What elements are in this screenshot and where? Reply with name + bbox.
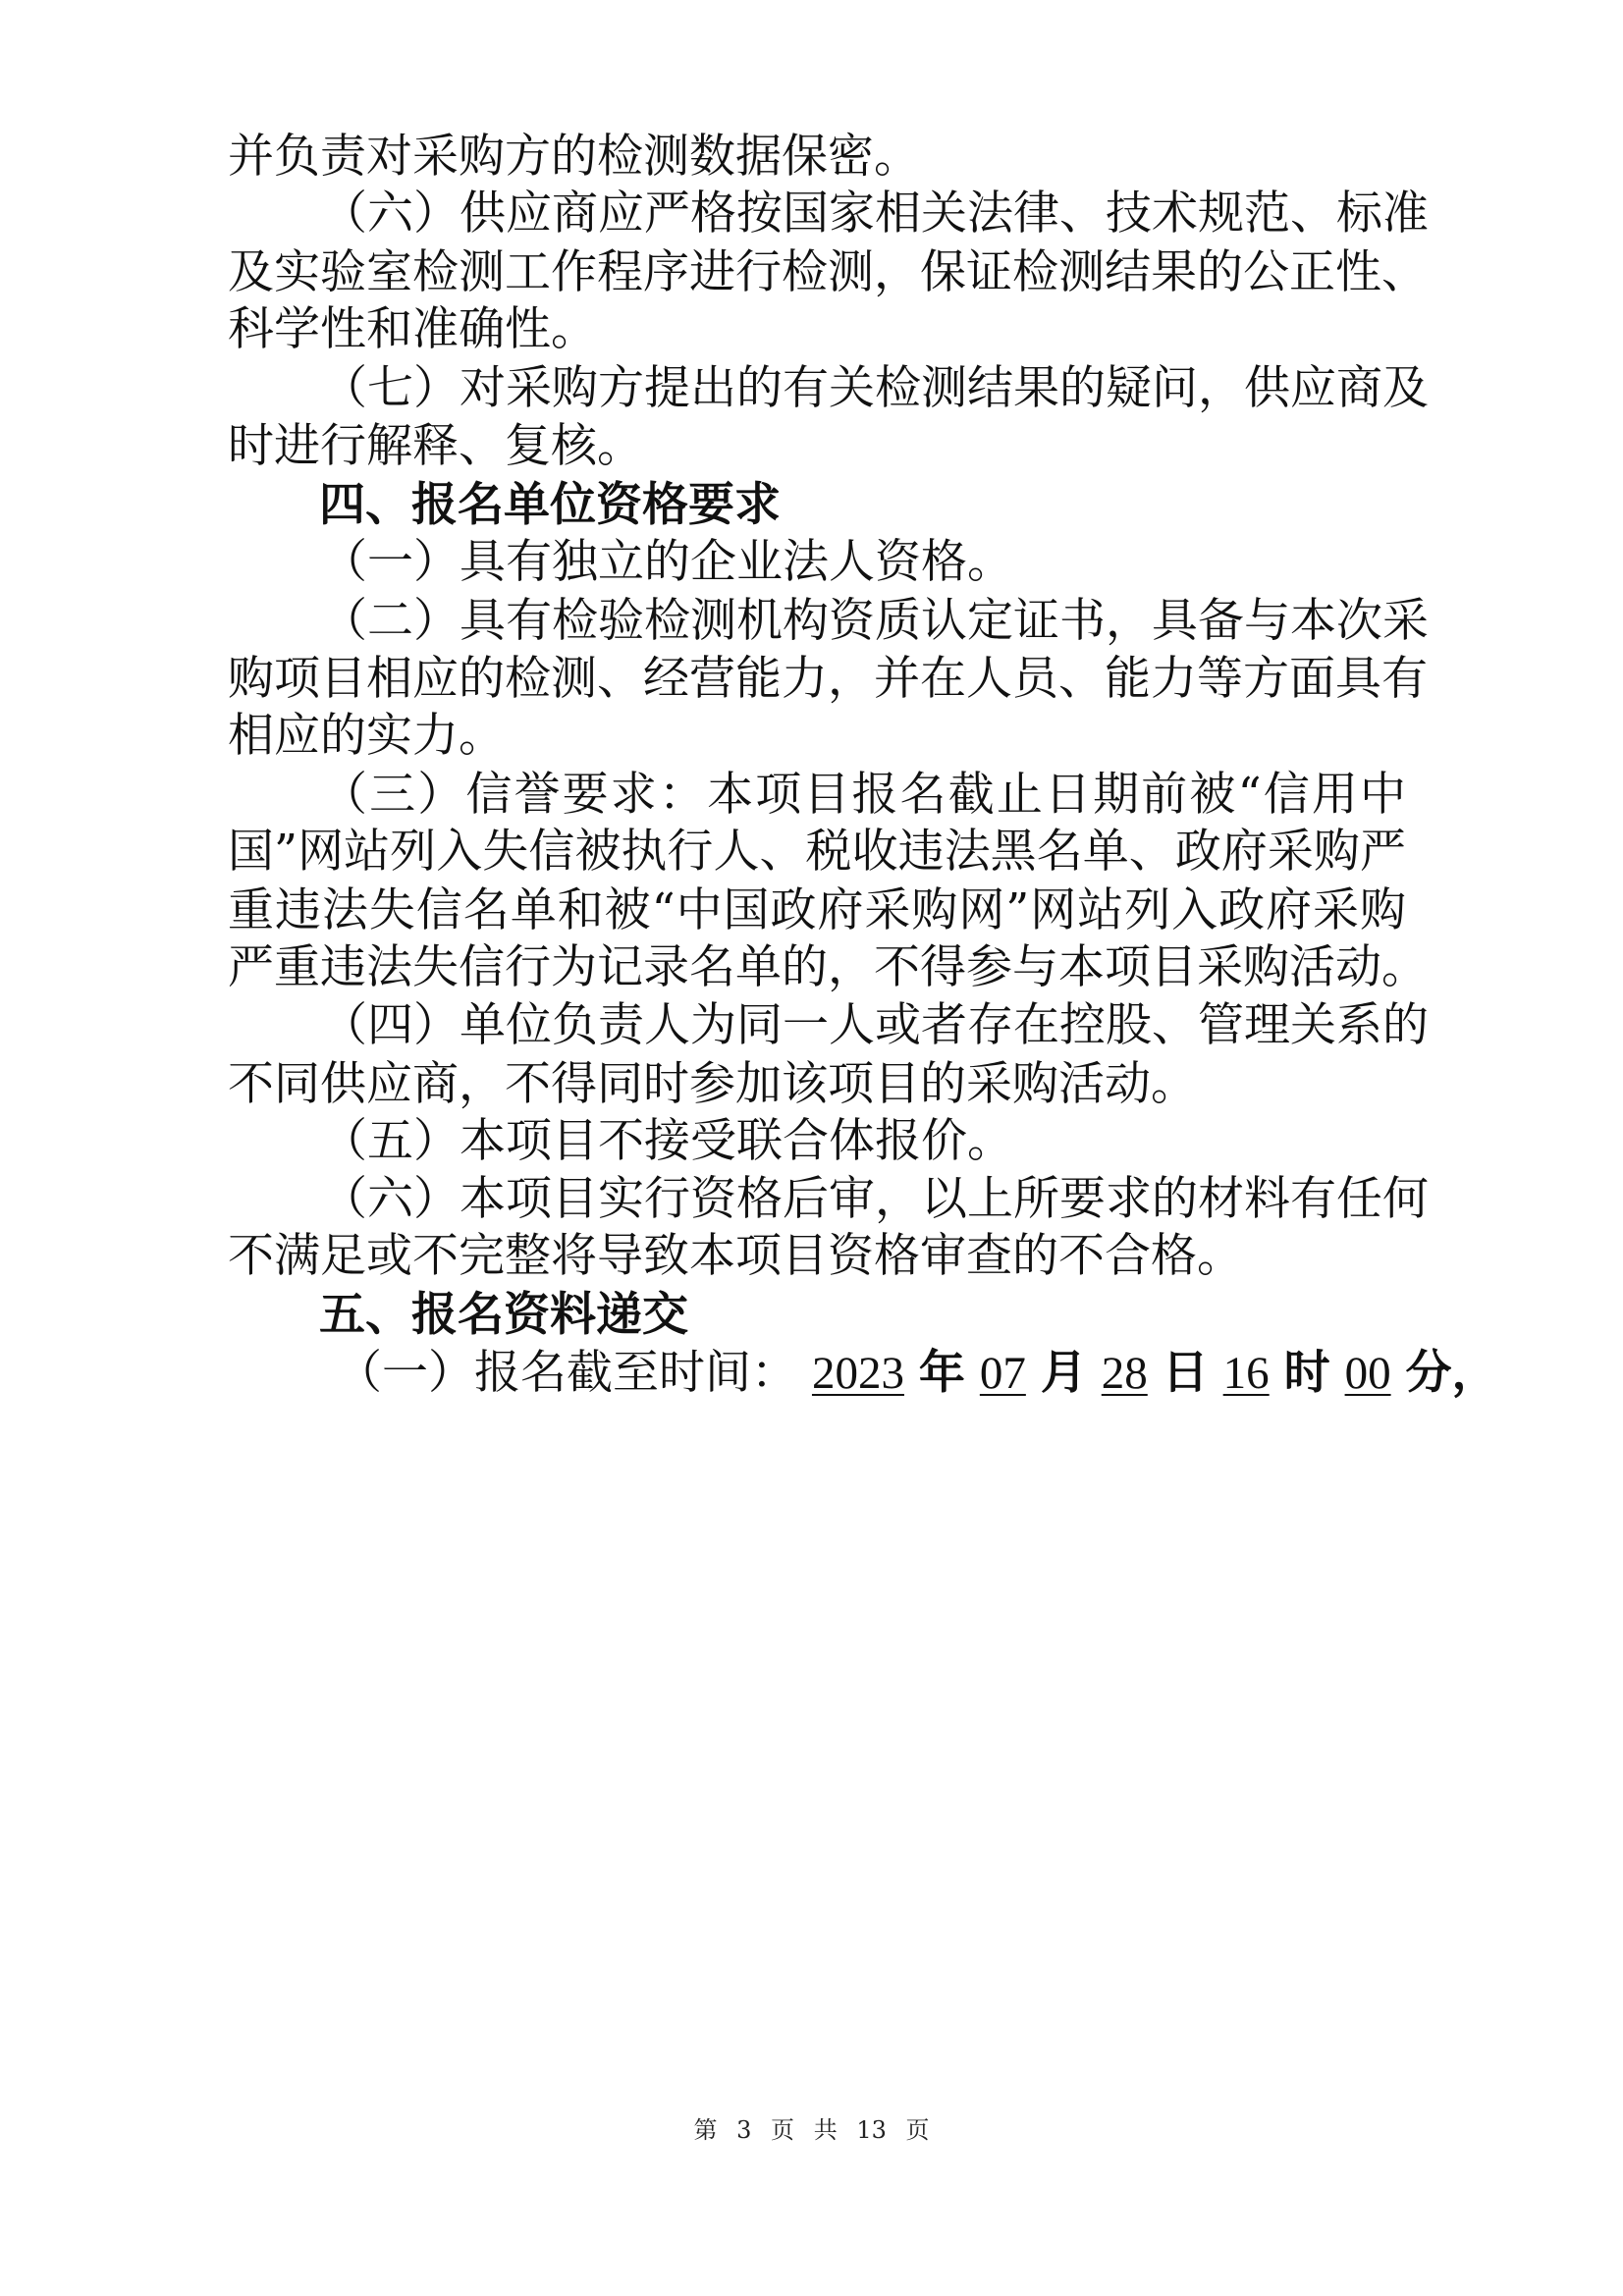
deadline-prefix: （一）报名截至时间：: [336, 1346, 797, 1400]
paragraph-line: 时进行解释、复核。: [228, 419, 643, 473]
footer-label: 共: [813, 2116, 838, 2144]
paragraph-line: 并负责对采购方的检测数据保密。: [228, 130, 920, 184]
section-heading: 四、报名单位资格要求: [319, 478, 781, 532]
deadline-minute-unit: 分，: [1405, 1346, 1498, 1400]
current-page-number: 3: [736, 2116, 752, 2144]
list-item-line: （四）单位负责人为同一人或者存在控股、管理关系的: [321, 998, 1429, 1052]
list-item-line: （一）具有独立的企业法人资格。: [321, 535, 1013, 589]
section-heading: 五、报名资料递交: [319, 1288, 688, 1342]
deadline-hour-unit: 时: [1283, 1346, 1330, 1400]
deadline-year: 2023: [811, 1348, 904, 1399]
list-item-line: 购项目相应的检测、经营能力，并在人员、能力等方面具有: [228, 652, 1428, 706]
paragraph-line: （七）对采购方提出的有关检测结果的疑问，供应商及: [321, 361, 1429, 415]
deadline-year-unit: 年: [918, 1346, 965, 1400]
list-item-line: 严重违法失信行为记录名单的，不得参与本项目采购活动。: [228, 940, 1428, 994]
list-item-line: （六）本项目实行资格后审，以上所要求的材料有任何: [321, 1172, 1429, 1226]
total-page-count: 13: [856, 2116, 887, 2144]
deadline-month: 07: [979, 1348, 1026, 1399]
paragraph-line: 科学性和准确性。: [228, 302, 597, 356]
footer-label: 页: [771, 2116, 795, 2144]
list-item-line: （三）信誉要求：本项目报名截止日期前被“信用中: [321, 768, 1406, 822]
paragraph-line: 及实验室检测工作程序进行检测，保证检测结果的公正性、: [228, 245, 1428, 299]
list-item-line: （二）具有检验检测机构资质认定证书，具备与本次采: [321, 594, 1429, 648]
deadline-hour: 16: [1222, 1348, 1270, 1399]
list-item-line: 相应的实力。: [228, 709, 505, 763]
list-item-line: （五）本项目不接受联合体报价。: [321, 1114, 1013, 1168]
paragraph-line: （六）供应商应严格按国家相关法律、技术规范、标准: [321, 187, 1429, 240]
deadline-day-unit: 日: [1162, 1346, 1209, 1400]
list-item-line: 国”网站列入失信被执行人、税收违法黑名单、政府采购严: [228, 825, 1406, 879]
deadline-day: 28: [1101, 1348, 1148, 1399]
list-item-line: 不同供应商，不得同时参加该项目的采购活动。: [228, 1057, 1197, 1111]
deadline-month-unit: 月: [1040, 1346, 1087, 1400]
list-item-line: 重违法失信名单和被“中国政府采购网”网站列入政府采购: [228, 883, 1406, 937]
footer-label: 页: [905, 2116, 930, 2144]
deadline-minute: 00: [1344, 1348, 1391, 1399]
page-footer: [0, 2115, 1623, 2145]
deadline-line: [336, 1344, 1498, 1403]
footer-label: 第: [693, 2116, 718, 2144]
list-item-line: 不满足或不完整将导致本项目资格审查的不合格。: [228, 1229, 1243, 1283]
